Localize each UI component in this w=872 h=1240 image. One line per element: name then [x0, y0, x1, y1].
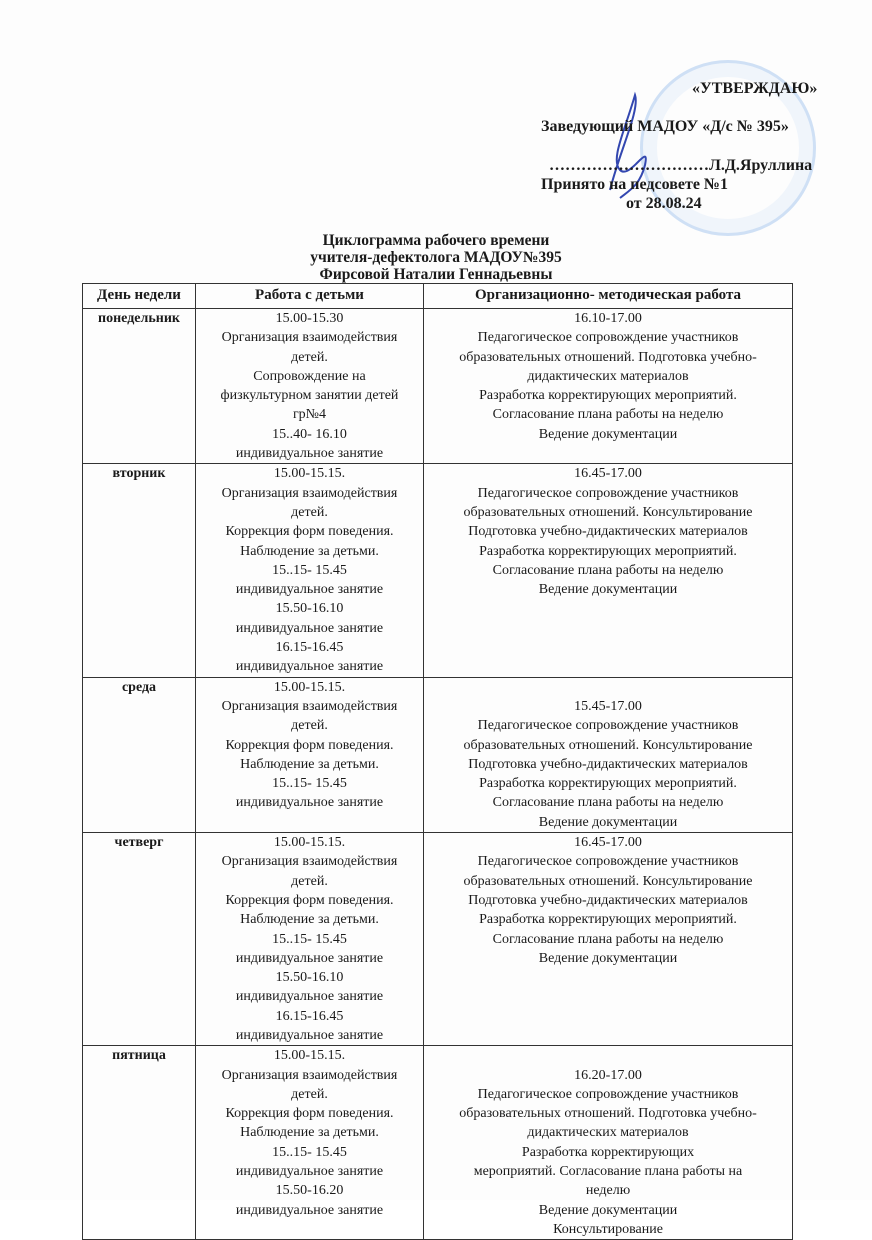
- cell-line: Разработка корректирующих: [521, 1144, 695, 1160]
- cell-line: Организация взаимодействия: [221, 1067, 398, 1083]
- table-row: [83, 464, 793, 677]
- cell-line: Согласование плана работы на неделю: [492, 407, 724, 423]
- cell-line: Разработка корректирующих мероприятий.: [479, 388, 737, 404]
- cell-line: Разработка корректирующих мероприятий.: [479, 776, 737, 792]
- cell-line: индивидуальное занятие: [235, 950, 384, 966]
- cell-line: образовательных отношений. Консультирование: [463, 873, 753, 889]
- cell-line: Ведение документации: [538, 582, 678, 598]
- column-header: День недели: [83, 284, 196, 309]
- cell-line: 15..15- 15.45: [272, 562, 347, 578]
- cell-line: Согласование плана работы на неделю: [492, 795, 724, 811]
- cell-line: 16.20-17.00: [574, 1067, 642, 1083]
- cell-line: неделю: [585, 1183, 631, 1199]
- cell-line: образовательных отношений. Консультирование: [463, 504, 753, 520]
- method-work-cell: [424, 1046, 793, 1240]
- table-row: [83, 677, 793, 832]
- cell-line: 16.10-17.00: [574, 311, 642, 326]
- cell-line: 15..40- 16.10: [272, 426, 347, 442]
- children-work-cell: [196, 1046, 424, 1240]
- cell-line: 15.50-16.20: [275, 1183, 344, 1199]
- cell-line: 15.00-15.30: [275, 311, 344, 326]
- cell-line: 15..15- 15.45: [272, 1144, 347, 1160]
- cell-line: Педагогическое сопровождение участников: [477, 330, 739, 346]
- cell-line: Подготовка учебно-дидактических материалов: [468, 892, 748, 908]
- cell-line: Подготовка учебно-дидактических материалов: [468, 756, 748, 772]
- cell-line: Коррекция форм поведения.: [225, 737, 394, 753]
- cell-line: Организация взаимодействия: [221, 854, 398, 870]
- approval-heading: «УТВЕРЖДАЮ»: [692, 80, 818, 97]
- day-cell: понедельник: [83, 309, 196, 464]
- title-line: Циклограмма рабочего времени: [322, 232, 550, 249]
- cell-line: 15.00-15.15.: [273, 679, 346, 695]
- schedule-table: [82, 283, 793, 1240]
- cell-line: Ведение документации: [538, 950, 678, 966]
- cell-line: Коррекция форм поведения.: [225, 1106, 394, 1122]
- cell-line: Организация взаимодействия: [221, 698, 398, 714]
- cell-line: Разработка корректирующих мероприятий.: [479, 543, 737, 559]
- cell-line: Сопровождение на: [253, 368, 366, 384]
- cell-line: детей.: [291, 873, 328, 889]
- cell-line: 16.45-17.00: [574, 835, 642, 851]
- approval-signature-line: …………………………Л.Д.Яруллина: [549, 157, 813, 174]
- table-row: [83, 1046, 793, 1240]
- cell-line: 15.50-16.10: [275, 970, 344, 986]
- column-header: Организационно- методическая работа: [424, 284, 793, 309]
- cell-line: индивидуальное занятие: [235, 1202, 384, 1218]
- cell-line: гр№4: [292, 407, 327, 423]
- children-work-cell: [196, 464, 424, 677]
- day-cell: вторник: [83, 464, 196, 677]
- cell-line: образовательных отношений. Консультирование: [463, 737, 753, 753]
- cell-line: Педагогическое сопровождение участников: [477, 1086, 739, 1102]
- cell-line: [426, 678, 790, 697]
- day-cell: среда: [83, 677, 196, 832]
- cell-line: детей.: [291, 349, 328, 365]
- title-line: Фирсовой Наталии Геннадьевны: [319, 266, 553, 283]
- cell-line: Организация взаимодействия: [221, 485, 398, 501]
- cell-line: 16.15-16.45: [275, 1008, 344, 1024]
- cell-line: индивидуальное занятие: [235, 1164, 384, 1180]
- cell-line: Согласование плана работы на неделю: [492, 931, 724, 947]
- cell-line: Наблюдение за детьми.: [240, 912, 379, 928]
- cell-line: Наблюдение за детьми.: [240, 543, 379, 559]
- column-header: Работа с детьми: [196, 284, 424, 309]
- cell-line: Ведение документации: [538, 814, 678, 830]
- cell-line: образовательных отношений. Подготовка учебно-: [459, 1106, 757, 1122]
- cell-line: 15.00-15.15.: [273, 835, 346, 851]
- cell-line: 15.00-15.15.: [273, 466, 346, 482]
- cell-line: 15..15- 15.45: [272, 776, 347, 792]
- document-title: [0, 232, 872, 283]
- cell-line: Педагогическое сопровождение участников: [477, 485, 739, 501]
- cell-line: 15..15- 15.45: [272, 931, 347, 947]
- cell-line: Организация взаимодействия: [221, 330, 398, 346]
- cell-line: дидактических материалов: [527, 1125, 689, 1141]
- cell-line: Согласование плана работы на неделю: [492, 562, 724, 578]
- cell-line: дидактических материалов: [527, 368, 689, 384]
- cell-line: детей.: [291, 1086, 328, 1102]
- cell-line: индивидуальное занятие: [235, 582, 384, 598]
- table-row: [83, 309, 793, 464]
- cell-line: Наблюдение за детьми.: [240, 756, 379, 772]
- cell-line: Ведение документации: [538, 1202, 678, 1218]
- cell-line: индивидуальное занятие: [235, 620, 384, 636]
- cell-line: 15.00-15.15.: [273, 1048, 346, 1064]
- cell-line: Разработка корректирующих мероприятий.: [479, 912, 737, 928]
- cell-line: Подготовка учебно-дидактических материалов: [468, 524, 748, 540]
- cell-line: 15.50-16.10: [275, 601, 344, 617]
- approval-date: от 28.08.24: [626, 195, 702, 212]
- cell-line: Коррекция форм поведения.: [225, 892, 394, 908]
- title-line: учителя-дефектолога МАДОУ№395: [310, 249, 562, 266]
- method-work-cell: [424, 833, 793, 1046]
- children-work-cell: [196, 677, 424, 832]
- day-cell: четверг: [83, 833, 196, 1046]
- table-header-row: [83, 284, 793, 309]
- cell-line: 16.15-16.45: [275, 640, 344, 656]
- cell-line: индивидуальное занятие: [235, 795, 384, 811]
- cell-line: индивидуальное занятие: [235, 659, 384, 675]
- cell-line: 16.45-17.00: [574, 466, 642, 482]
- cell-line: Ведение документации: [538, 426, 678, 442]
- cell-line: Консультирование: [553, 1221, 663, 1237]
- cell-line: Наблюдение за детьми.: [240, 1125, 379, 1141]
- cell-line: мероприятий. Согласование плана работы на: [473, 1164, 743, 1180]
- day-cell: пятница: [83, 1046, 196, 1240]
- table-row: [83, 833, 793, 1046]
- method-work-cell: [424, 677, 793, 832]
- cell-line: индивидуальное занятие: [235, 1027, 384, 1043]
- cell-line: физкультурном занятии детей: [220, 388, 399, 404]
- method-work-cell: [424, 464, 793, 677]
- cell-line: 15.45-17.00: [574, 698, 642, 714]
- cell-line: [426, 1046, 790, 1065]
- children-work-cell: [196, 309, 424, 464]
- cell-line: образовательных отношений. Подготовка учебно-: [459, 349, 757, 365]
- cell-line: индивидуальное занятие: [235, 446, 384, 462]
- approval-accepted: Принято на педсовете №1: [541, 176, 728, 193]
- cell-line: детей.: [291, 718, 328, 734]
- cell-line: Педагогическое сопровождение участников: [477, 854, 739, 870]
- cell-line: индивидуальное занятие: [235, 989, 384, 1005]
- cell-line: Педагогическое сопровождение участников: [477, 718, 739, 734]
- cell-line: детей.: [291, 504, 328, 520]
- method-work-cell: [424, 309, 793, 464]
- cell-line: Коррекция форм поведения.: [225, 524, 394, 540]
- approval-position: Заведующий МАДОУ «Д/с № 395»: [541, 118, 789, 135]
- children-work-cell: [196, 833, 424, 1046]
